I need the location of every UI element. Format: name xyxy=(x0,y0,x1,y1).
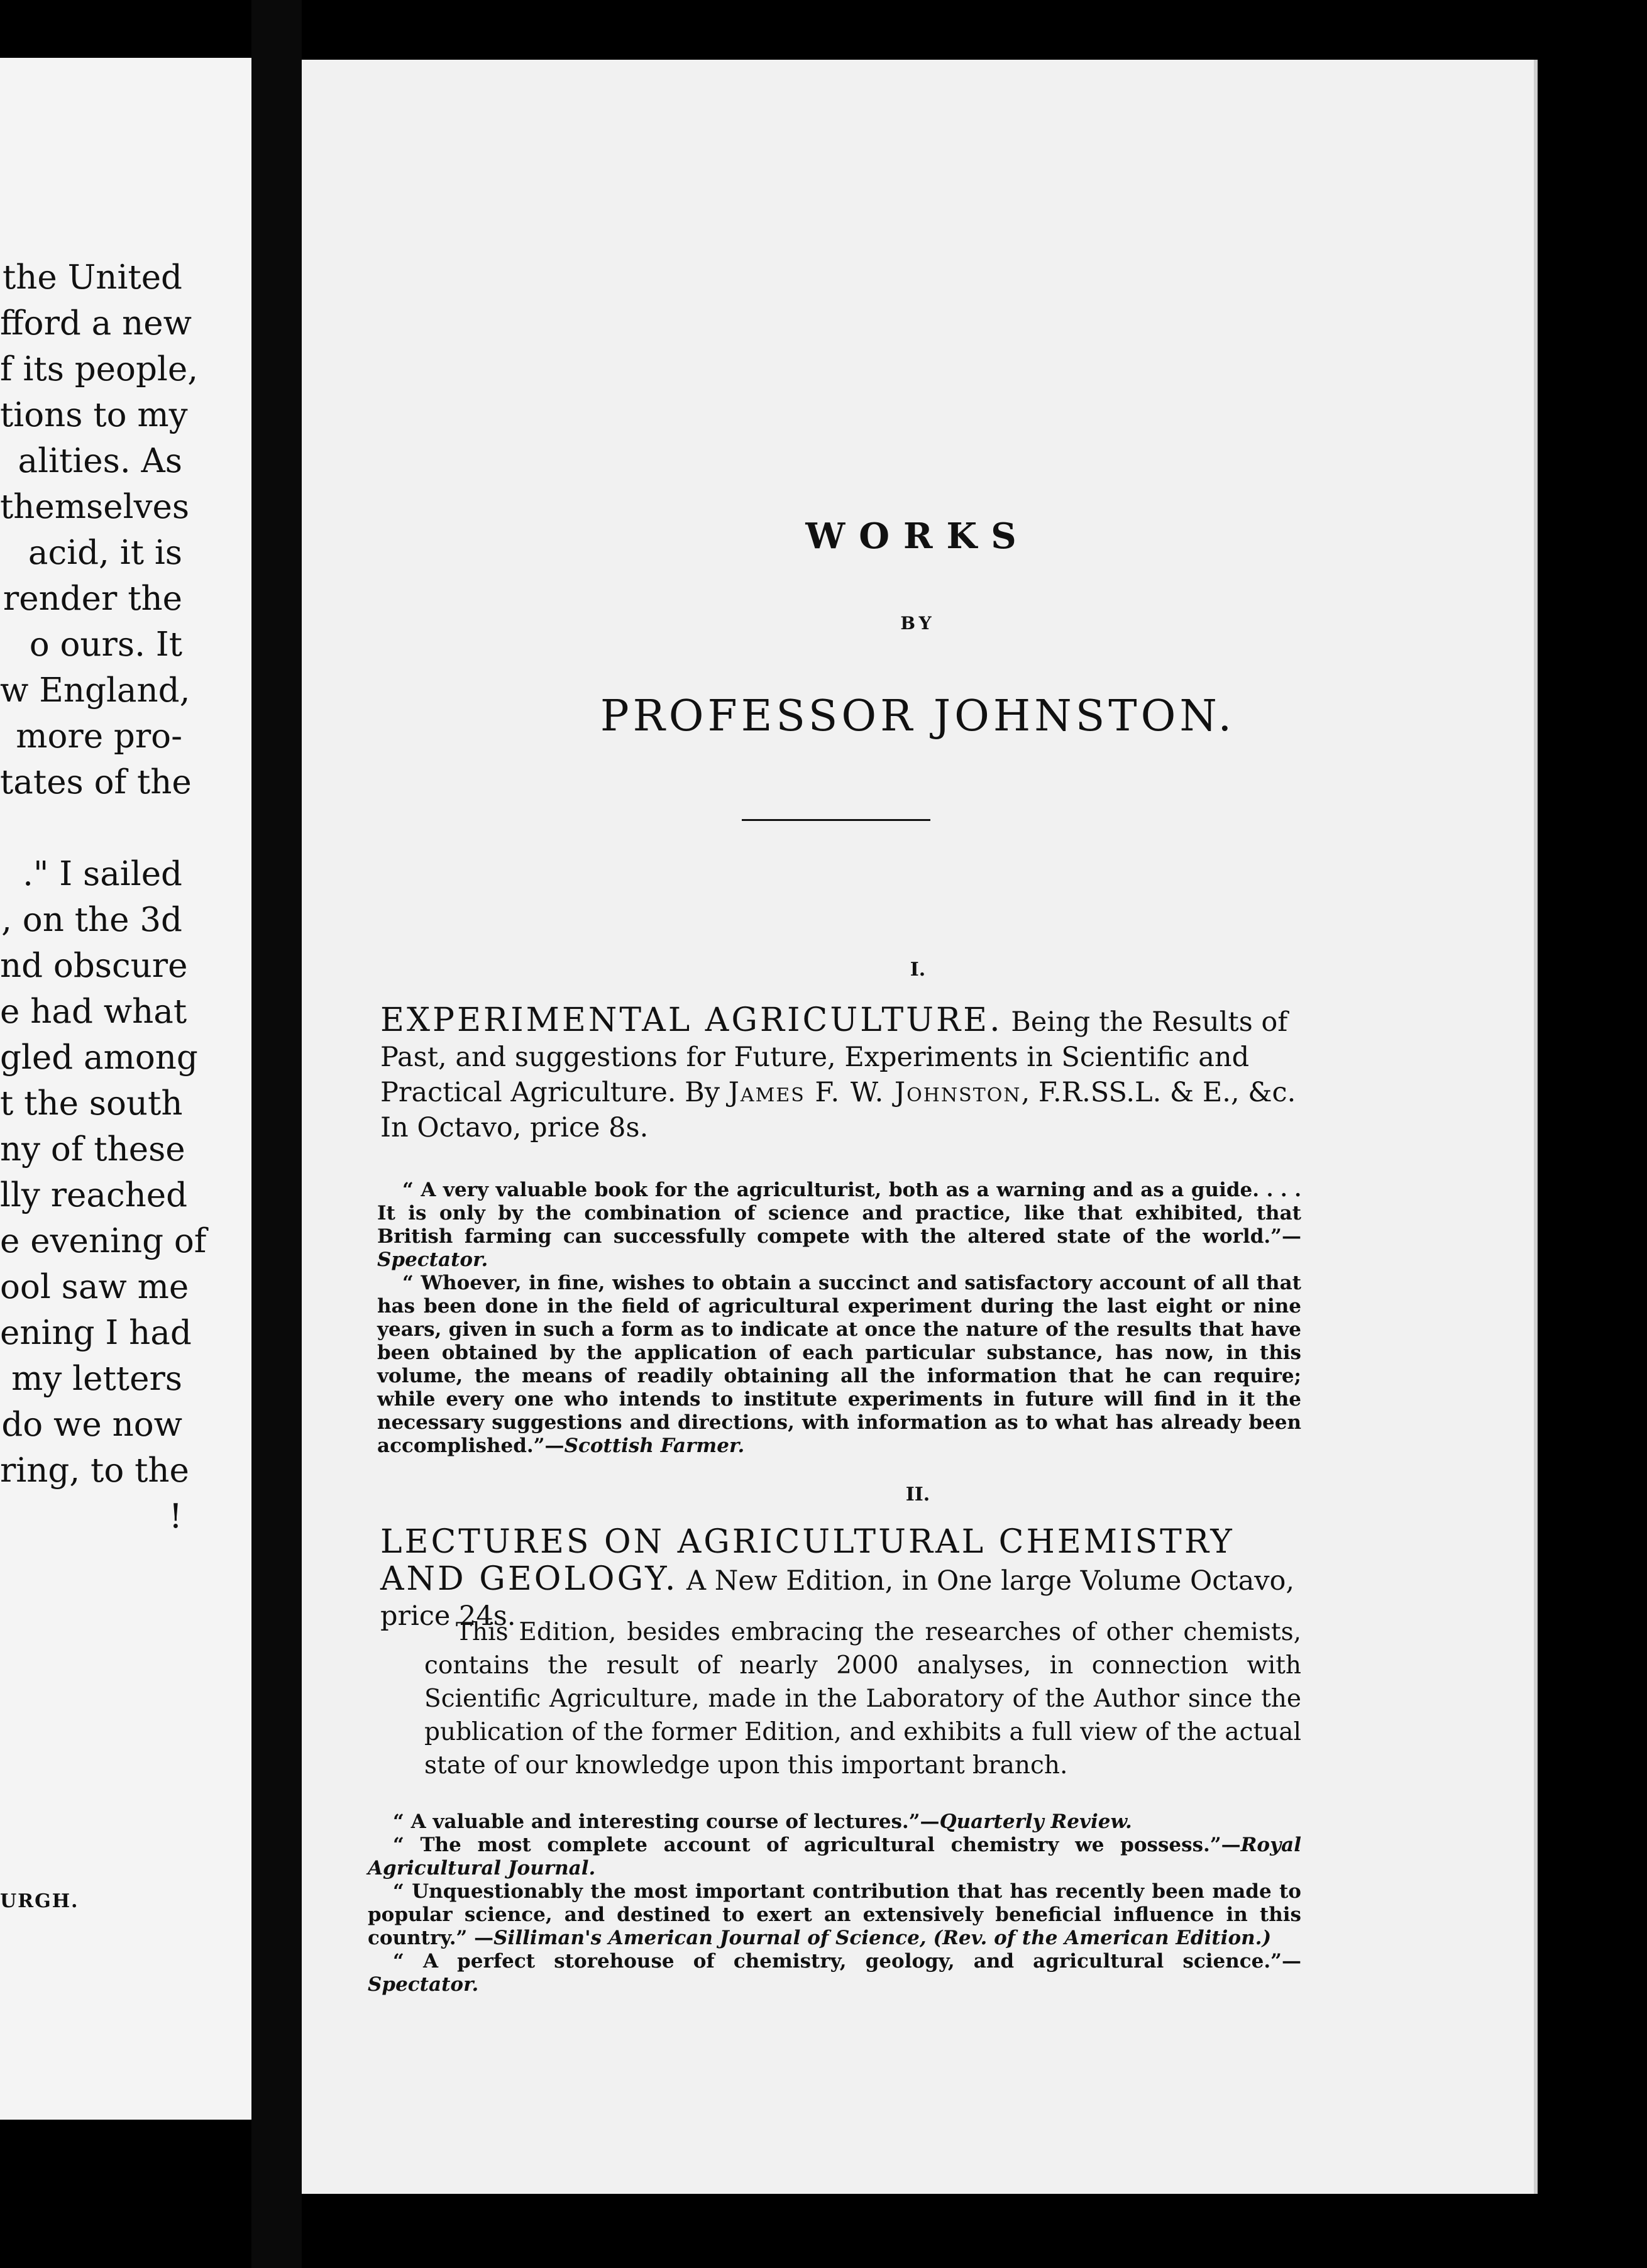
entry-description-end: , F.R.SS.L. & E., &c. In Octavo, price 8s. xyxy=(380,1077,1296,1143)
left-page-line: fford a new xyxy=(0,304,192,343)
entry-title: LECTURES ON AGRICULTURAL CHEMISTRY AND GEOLOGY. xyxy=(380,1523,1235,1598)
review-quote: “ A valuable and interesting course of lectures.”—Quarterly Review. xyxy=(393,1810,1132,1833)
review-source: Quarterly Review. xyxy=(939,1810,1132,1833)
left-page-line: ool saw me xyxy=(0,1268,189,1306)
entry-numeral: I. xyxy=(910,959,926,981)
title-divider xyxy=(742,819,930,821)
review-source: Silliman's American Journal of Science, (Rev. of the American Edition.) xyxy=(493,1927,1272,1949)
left-page-line: , on the 3d xyxy=(1,901,182,939)
left-page-line: tions to my xyxy=(0,396,188,434)
review-source: Royal Agricultural Journal. xyxy=(368,1834,1301,1880)
left-page-line: o ours. It xyxy=(29,625,182,664)
entry-title: EXPERIMENTAL AGRICULTURE. xyxy=(380,1001,1003,1039)
left-page-line: w England, xyxy=(0,671,190,710)
left-page-line: f its people, xyxy=(0,350,199,388)
review-quotes xyxy=(377,1179,1301,1458)
left-page-line: ." I sailed xyxy=(23,855,182,893)
left-page-line: gled among xyxy=(0,1038,198,1077)
left-page-line: acid, it is xyxy=(28,534,182,572)
review-quote: “ A very valuable book for the agriculturist, both as a warning and as a guide. . . . It is only by the combination of science and practice, like that exhibited, that British farming can successfully compete with the altered state of the world.”—Spectator. xyxy=(377,1179,1301,1271)
review-quote: “ A perfect storehouse of chemistry, geology, and agricultural science.”—Spectator. xyxy=(368,1950,1301,1996)
author-name: PROFESSOR JOHNSTON. xyxy=(600,691,1236,741)
left-page-line: ny of these xyxy=(0,1130,185,1169)
entry-title-block xyxy=(380,1003,1298,1145)
left-page-line: ening I had xyxy=(0,1314,192,1352)
review-source: Spectator. xyxy=(368,1973,479,1996)
entry-description: A New Edition, in One large Volume Octavo, price 24s. xyxy=(380,1565,1295,1632)
left-page-line: lly reached xyxy=(0,1176,188,1214)
left-page-line: ring, to the xyxy=(0,1451,189,1490)
entry-paragraph: This Edition, besides embracing the researches of other chemists, contains the result of nearly 2000 analyses, in connection with Scientific Agriculture, made in the Laboratory of the Author since the publication of the former Edition, and exhibits a full view of the actual state of our knowledge upon this important branch. xyxy=(424,1618,1301,1780)
entry-author: James F. W. Johnston xyxy=(728,1077,1022,1108)
left-page-line: render the xyxy=(3,580,182,618)
left-page-line: alities. As xyxy=(18,442,182,480)
left-page-line: the United xyxy=(3,258,182,297)
left-page-line: nd obscure xyxy=(0,947,188,985)
left-page-line: tates of the xyxy=(0,763,192,801)
left-page-line: e evening of xyxy=(0,1222,207,1260)
page-heading: WORKS xyxy=(805,515,1030,557)
review-quotes xyxy=(368,1810,1301,1996)
review-quote: “ Whoever, in fine, wishes to obtain a succinct and satisfactory account of all that has been done in the field of agricultural experiment during the last eight or nine years, given in such a form as to indicate at once the nature of the results that have been obtained by the application of each particular substance, has now, in this volume, the means of readily obtaining all the information that he can require; while every one who intends to institute experiments in future will find in it the necessary suggestions and directions, with information as to what has already been accomplished.”—Scottish Farmer. xyxy=(377,1272,1301,1457)
review-quote: “ The most complete account of agricultural chemistry we possess.”—Royal Agricultural Journal. xyxy=(368,1834,1301,1880)
entry-description: Being the Results of Past, and suggestions for Future, Experiments in Scientific and Practical Agriculture. By xyxy=(380,1006,1288,1108)
review-source: Scottish Farmer. xyxy=(564,1434,745,1457)
main-page xyxy=(302,60,1538,2194)
left-page-line: themselves xyxy=(0,488,190,526)
left-page-line: ! xyxy=(168,1497,182,1536)
left-page-fragment xyxy=(0,58,251,2120)
left-page-line: e had what xyxy=(0,993,187,1031)
left-page-line: my letters xyxy=(11,1360,182,1398)
book-gutter xyxy=(251,0,302,2268)
review-source: Spectator. xyxy=(377,1248,488,1271)
entry-numeral: II. xyxy=(905,1484,930,1506)
by-label: BY xyxy=(900,613,935,634)
review-quote: “ Unquestionably the most important contribution that has recently been made to popular science, and destined to exert an extensively beneficial influence in this country.” —Silliman's American Journal of Science, (Rev. of the American Edition.) xyxy=(368,1880,1301,1949)
left-page-line: t the south xyxy=(0,1084,183,1123)
left-page-line: more pro- xyxy=(16,717,182,756)
left-page-footer: URGH. xyxy=(0,1890,79,1912)
left-page-line: do we now xyxy=(1,1406,182,1444)
